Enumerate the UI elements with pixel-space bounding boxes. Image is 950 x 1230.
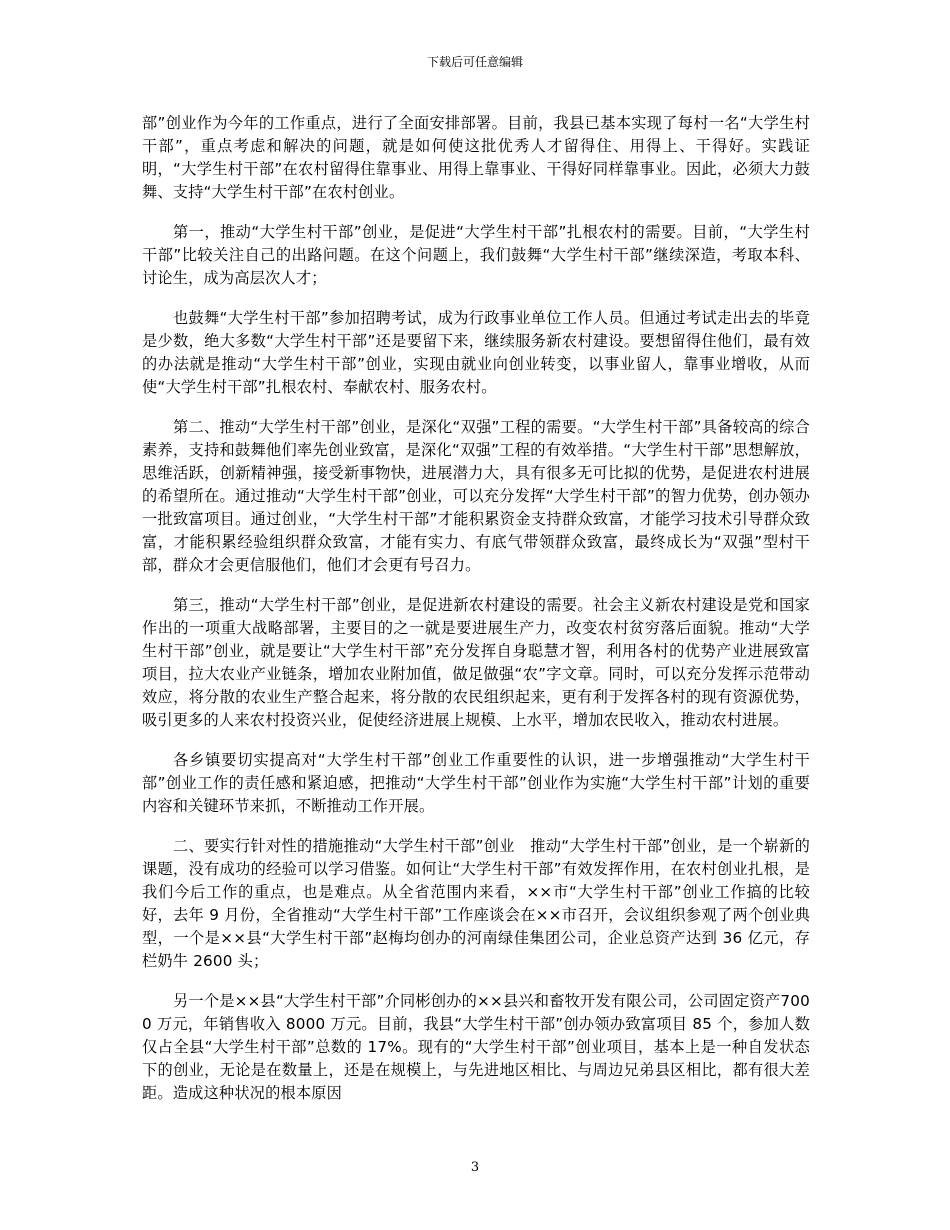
paragraph: 也鼓舞“大学生村干部”参加招聘考试，成为行政事业单位工作人员。但通过考试走出去的毕竟是少数，绝大多数“大学生村干部”还是要留下来，继续服务新农村建设。要想留得住他们，最有效的办法就是推动“大学生村干部”创业，实现由就业向创业转变，以事业留人，靠事业增收，从而使“大学生村干部”扎根农村、奉献农村、服务农村。: [142, 309, 810, 396]
paragraph: 第一，推动“大学生村干部”创业，是促进“大学生村干部”扎根农村的需要。目前，“大学生村干部”比较关注自己的出路问题。在这个问题上，我们鼓舞“大学生村干部”继续深造，考取本科、讨论生，成为高层次人才；: [142, 223, 810, 287]
document-body: [142, 112, 810, 1122]
paragraph: 第三，推动“大学生村干部”创业，是促进新农村建设的需要。社会主义新农村建设是党和国家作出的一项重大战略部署，主要目的之一就是要进展生产力，改变农村贫穷落后面貌。推动“大学生村干部”创业，就是要让“大学生村干部”充分发挥自身聪慧才智，利用各村的优势产业进展致富项目，拉大农业产业链条，增加农业附加值，做足做强“农”字文章。同时，可以充分发挥示范带动效应，将分散的农业生产整合起来，将分散的农民组织起来，更有利于发挥各村的现有资源优势，吸引更多的人来农村投资兴业，促使经济进展上规模、上水平，增加农民收入，推动农村进展。: [142, 596, 810, 729]
paragraph: 第二、推动“大学生村干部”创业，是深化“双强”工程的需要。“大学生村干部”具备较高的综合素养，支持和鼓舞他们率先创业致富，是深化“双强”工程的有效举措。“大学生村干部”思想解放，思维活跃，创新精神强，接受新事物快，进展潜力大，具有很多无可比拟的优势，是促进农村进展的希望所在。通过推动“大学生村干部”创业，可以充分发挥“大学生村干部”的智力优势，创办领办一批致富项目。通过创业，“大学生村干部”才能积累资金支持群众致富，才能学习技术引导群众致富，才能积累经验组织群众致富，才能有实力、有底气带领群众致富，最终成长为“双强”型村干部，群众才会更信服他们，他们才会更有号召力。: [142, 418, 810, 574]
paragraph: 另一个是××县“大学生村干部”介同彬创办的××县兴和畜牧开发有限公司，公司固定资产7000 万元，年销售收入 8000 万元。目前，我县“大学生村干部”创办领办致富项目 85 个，参加人数仅占全县“大学生村干部”总数的 17%。现有的“大学生村干部”创业项目，基本上是一种自发状态下的创业，无论是在数量上，还是在规模上，与先进地区相比、与周边兄弟县区相比，都有很大差距。造成这种状况的根本原因: [142, 992, 810, 1102]
paragraph: 部”创业作为今年的工作重点，进行了全面安排部署。目前，我县已基本实现了每村一名“大学生村干部”，重点考虑和解决的问题，就是如何使这批优秀人才留得住、用得上、干得好。实践证明，“大学生村干部”在农村留得住靠事业、用得上靠事业、干得好同样靠事业。因此，必须大力鼓舞、支持“大学生村干部”在农村创业。: [142, 114, 810, 201]
page-header: 下载后可任意编辑: [426, 55, 523, 69]
page-number: 3: [470, 1160, 480, 1175]
paragraph: 二、要实行针对性的措施推动“大学生村干部”创业 推动“大学生村干部”创业，是一个崭新的课题，没有成功的经验可以学习借鉴。如何让“大学生村干部”有效发挥作用，在农村创业扎根，是我们今后工作的重点，也是难点。从全省范围内来看，××市“大学生村干部”创业工作搞的比较好，去年 9 月份，全省推动“大学生村干部”工作座谈会在××市召开，会议组织参观了两个创业典型，一个是××县“大学生村干部”赵梅均创办的河南绿佳集团公司，企业总资产达到 36 亿元，存栏奶牛 2600 头；: [142, 837, 810, 970]
paragraph: 各乡镇要切实提高对“大学生村干部”创业工作重要性的认识，进一步增强推动“大学生村干部”创业工作的责任感和紧迫感，把推动“大学生村干部”创业作为实施“大学生村干部”计划的重要内容和关键环节来抓，不断推动工作开展。: [142, 751, 810, 815]
